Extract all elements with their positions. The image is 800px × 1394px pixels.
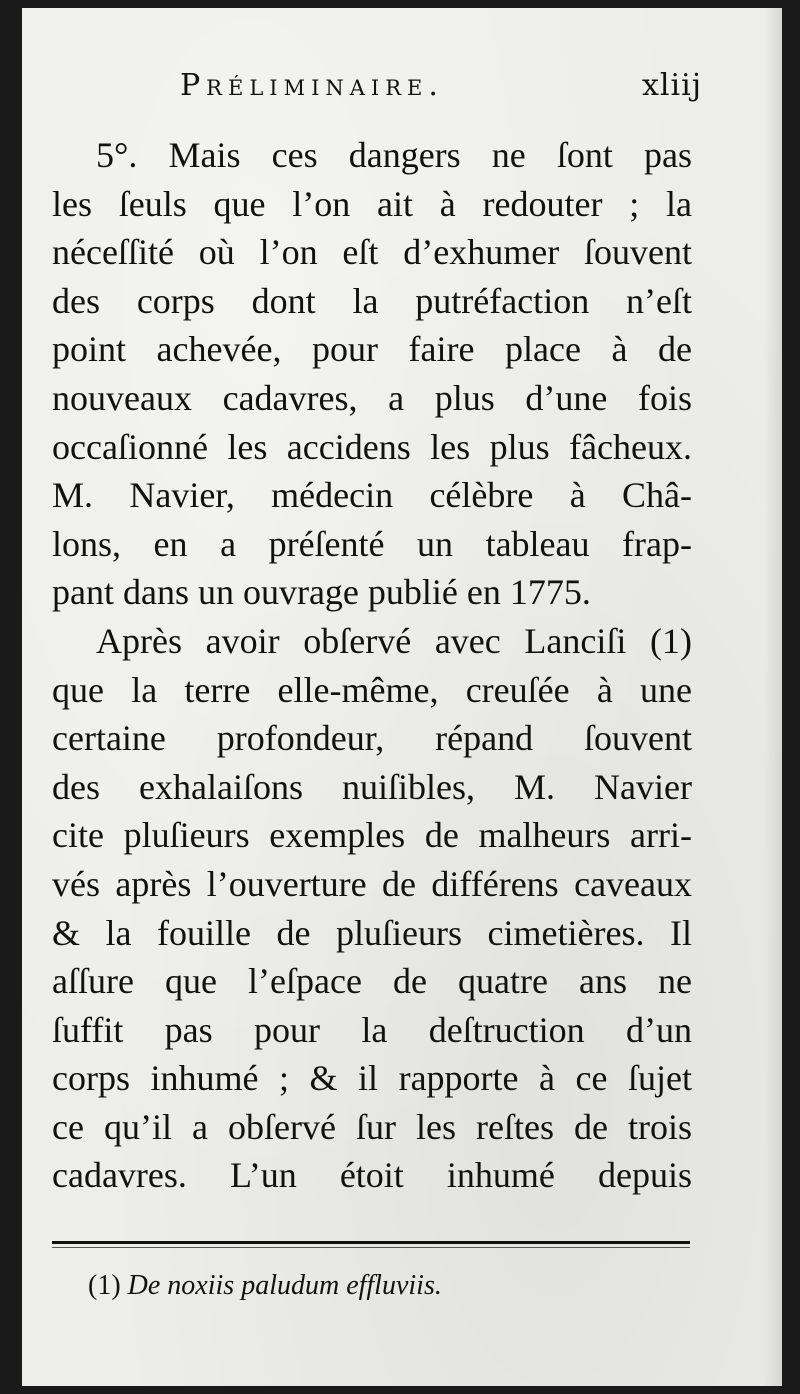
footnote-text: De noxiis paludum effluviis. bbox=[127, 1270, 442, 1301]
text-line: lons, en a préſenté un tableau frap- bbox=[52, 523, 692, 564]
text-line: aſſure que l’eſpace de quatre ans ne bbox=[52, 961, 692, 1002]
text-line: certaine profondeur, répand ſouvent bbox=[52, 718, 692, 759]
running-header bbox=[22, 68, 782, 118]
text-line: point achevée, pour faire place à de bbox=[52, 329, 692, 370]
footnote bbox=[88, 1270, 442, 1302]
text-line: cite pluſieurs exemples de malheurs arri- bbox=[52, 815, 692, 856]
text-line: vés après l’ouverture de différens caveaux bbox=[52, 863, 692, 904]
text-line: des exhalaiſons nuiſibles, M. Navier bbox=[52, 766, 692, 807]
text-line: 5°. Mais ces dangers ne ſont pas bbox=[96, 135, 692, 175]
footnote-rule bbox=[52, 1241, 690, 1244]
text-line: ſuffit pas pour la deſtruction d’un bbox=[52, 1009, 692, 1050]
text-line: ce qu’il a obſervé ſur les reſtes de trois bbox=[52, 1106, 692, 1147]
text-line: M. Navier, médecin célèbre à Châ- bbox=[52, 475, 692, 516]
text-line: occaſionné les accidens les plus fâcheux. bbox=[52, 426, 692, 467]
text-line: des corps dont la putréfaction n’eſt bbox=[52, 280, 692, 321]
text-line: & la fouille de pluſieurs cimetières. Il bbox=[52, 912, 692, 953]
footnote-rule-thin bbox=[52, 1247, 690, 1248]
page-edge-shadow bbox=[764, 8, 782, 1386]
text-line: nouveaux cadavres, a plus d’une fois bbox=[52, 377, 692, 418]
running-title: Préliminaire. bbox=[180, 68, 444, 103]
body-text bbox=[52, 131, 692, 1200]
book-page bbox=[22, 8, 782, 1386]
text-line: néceſſité où l’on eſt d’exhumer ſouvent bbox=[52, 232, 692, 273]
text-line: que la terre elle-même, creuſée à une bbox=[52, 669, 692, 710]
text-line: corps inhumé ; & il rapporte à ce ſujet bbox=[52, 1058, 692, 1099]
footnote-marker: (1) bbox=[88, 1270, 121, 1301]
text-line: Après avoir obſervé avec Lanciſi (1) bbox=[96, 620, 692, 661]
text-line: les ſeuls que l’on ait à redouter ; la bbox=[52, 183, 692, 224]
text-line: pant dans un ouvrage publié en 1775. bbox=[52, 572, 591, 613]
page-number: xliij bbox=[641, 68, 702, 103]
text-line: cadavres. L’un étoit inhumé depuis bbox=[52, 1155, 692, 1196]
